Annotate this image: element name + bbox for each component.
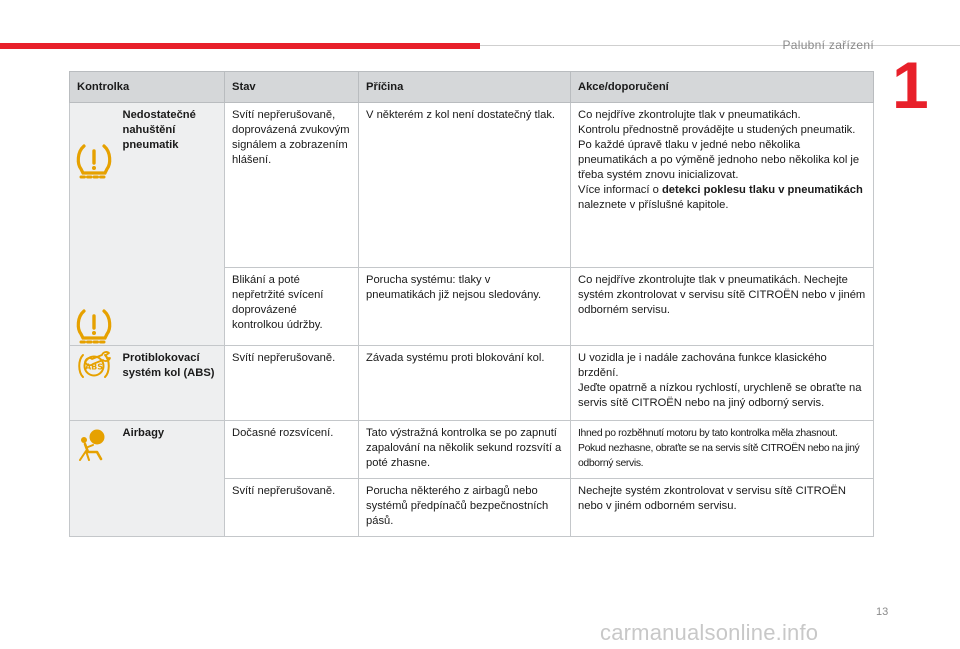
tyre-pressure-service-icon	[74, 308, 114, 346]
row-stav: Dočasné rozsvícení.	[225, 421, 359, 479]
table-row	[70, 346, 874, 421]
akce-line: Co nejdříve zkontrolujte tlak v pneumatikách.	[578, 109, 801, 121]
header-pricina: Příčina	[359, 72, 571, 103]
chapter-title: Palubní zařízení	[782, 38, 874, 52]
row-pricina: Porucha systému: tlaky v pneumatikách již nejsou sledovány.	[359, 268, 571, 346]
header-accent-bar	[0, 43, 480, 49]
row-name-airbags: Airbagy	[116, 421, 225, 537]
icon-cell	[70, 103, 116, 346]
akce-more-bold: detekci poklesu tlaku v pneumatikách	[661, 184, 863, 196]
page-number: 13	[876, 606, 889, 618]
header-rule	[480, 45, 960, 46]
row-stav: Svítí nepřerušovaně, doprovázená zvukovým signálem a zobrazením hlášení.	[225, 103, 359, 268]
row-stav: Svítí nepřerušovaně.	[225, 479, 359, 537]
row-akce: Nechejte systém zkontrolovat v servisu sítě CITROËN nebo v jiném odborném servisu.	[571, 479, 874, 537]
akce-line: Jeďte opatrně a nízkou rychlostí, urychleně se obraťte na servis sítě CITROËN nebo na jiný odborný servis.	[578, 382, 862, 409]
header-akce: Akce/doporučení	[571, 72, 874, 103]
row-pricina: Závada systému proti blokování kol.	[359, 346, 571, 421]
row-name-abs: Protiblokovací systém kol (ABS)	[116, 346, 225, 421]
row-akce	[571, 346, 874, 421]
header-kontrolka: Kontrolka	[70, 72, 225, 103]
row-akce	[571, 103, 874, 268]
header-stav: Stav	[225, 72, 359, 103]
table-header-row	[70, 72, 874, 103]
akce-line: Po každé úpravě tlaku v jedné nebo několika pneumatikách a po výměně jednoho nebo několika kol je třeba systém znovu inicializovat.	[578, 139, 860, 181]
row-pricina: V některém z kol není dostatečný tlak.	[359, 103, 571, 268]
abs-icon	[76, 350, 112, 382]
table-row	[70, 421, 874, 479]
chapter-number: 1	[892, 48, 929, 122]
tyre-pressure-icon	[74, 143, 114, 181]
akce-line: Kontrolu přednostně provádějte u studených pneumatik.	[578, 124, 856, 136]
svg-text:ABS: ABS	[84, 362, 104, 372]
airbag-icon	[76, 427, 112, 461]
row-pricina: Porucha některého z airbagů nebo systémů předpínačů bezpečnostních pásů.	[359, 479, 571, 537]
row-akce: Ihned po rozběhnutí motoru by tato kontrolka měla zhasnout. Pokud nezhasne, obraťte se na servis sítě CITROËN nebo na jiný odborný servis.	[571, 421, 874, 479]
icon-cell	[70, 421, 116, 537]
akce-more-suffix: naleznete v příslušné kapitole.	[578, 199, 729, 211]
row-stav: Svítí nepřerušovaně.	[225, 346, 359, 421]
row-name-tyre-pressure: Nedostatečné nahuštění pneumatik	[116, 103, 225, 346]
row-pricina: Tato výstražná kontrolka se po zapnutí zapalování na několik sekund rozsvítí a poté zhasne.	[359, 421, 571, 479]
warning-lights-table	[69, 71, 874, 537]
row-stav: Blikání a poté nepřetržité svícení doprovázené kontrolkou údržby.	[225, 268, 359, 346]
akce-line: U vozidla je i nadále zachována funkce klasického brzdění.	[578, 352, 827, 379]
row-akce: Co nejdříve zkontrolujte tlak v pneumatikách. Nechejte systém zkontrolovat v servisu sítě CITROËN nebo v jiném odborném servisu.	[571, 268, 874, 346]
icon-cell	[70, 346, 116, 421]
table-row	[70, 103, 874, 268]
watermark: carmanualsonline.info	[600, 620, 819, 645]
akce-more-prefix: Více informací o	[578, 184, 662, 196]
